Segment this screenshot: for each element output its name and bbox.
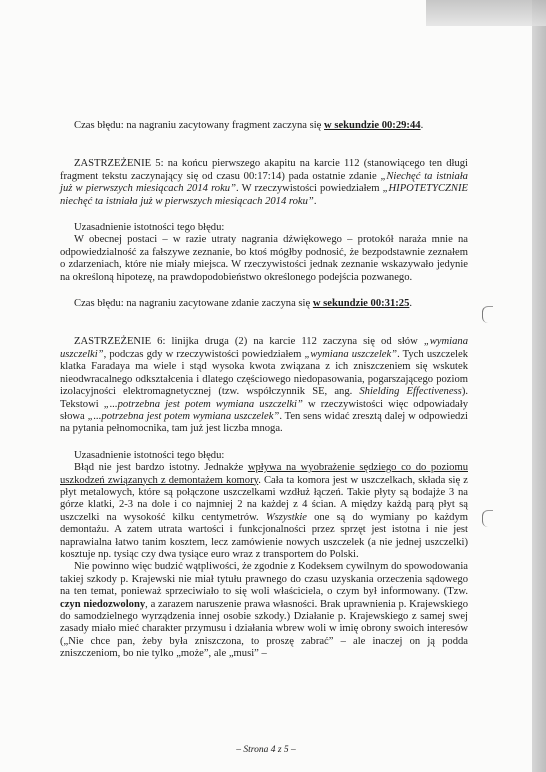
punctuation: . — [420, 120, 424, 131]
reservation-6-paragraph — [60, 336, 468, 435]
emphasis: Wszystkie — [265, 511, 308, 523]
quote: „...potrzebna jest potem wymiana uszczelek” — [87, 410, 280, 422]
punctuation: . — [409, 298, 413, 310]
error-time-text: Czas błędu: na nagraniu zacytowane zdanie zaczyna się — [74, 298, 313, 310]
error-time-text: Czas błędu: na nagraniu zacytowany fragment zaczyna się — [74, 120, 325, 131]
text-run: , podczas gdy w rzeczywistości powiedziałem — [103, 348, 305, 360]
timestamp-2: w sekundzie 00:31:25 — [312, 298, 410, 310]
scan-edge-shadow — [532, 0, 546, 772]
quote: „wymiana uszczelki” — [60, 336, 468, 360]
error-time-paragraph-1 — [60, 120, 468, 132]
text-run: one są do wymiany po każdym demontażu. A zatem utrata wartości i funkcjonalności przez sprzęt jest istotna i nie jest naprawialna łatwo tanim kosztem, lecz zamówienie nowych uszczelek (a nie jednej uszczelki) kosztuje np. tysiąc czy dwa tysiące euro wraz z transportem do Polski. — [60, 511, 468, 560]
quote: „...potrzebna jest potem wymiana uszczelki” — [103, 398, 303, 410]
text-run: ). Tekstowi — [60, 386, 468, 410]
text-run: . Tych uszczelek klatka Faradaya ma wiele i stąd wysoka kwota związana z ich zniszczeniem się wskutek nieodwracalnego odkształcenia i dlatego częściowego niedopasowania, pogarszającego poziom izolacyjności elektromagnetycznej (tzw. współczynnik SE, ang. — [60, 348, 468, 398]
reservation-5-paragraph — [60, 158, 468, 208]
text-run: . W rzeczywistości powiedziałem — [236, 183, 383, 195]
reservation-6-label: ZASTRZEŻENIE 6: — [74, 336, 166, 348]
text-run: . Cała ta komora jest w uszczelkach, składa się z płyt metalowych, które są połączone uszczelkami wzdłuż łączeń. Takie płyty są bodajże 3 na górze klatki, 2-3 na dole i co najmniej 2 na każdej z 4 ścian. A między każdą parą płyt są uszczelki na wysokość kilku centymetrów. — [60, 474, 468, 523]
underlined-phrase: wpływa na wyobrażenie sędziego co do poziomu uszkodzeń związanych z demontażem komory — [60, 462, 468, 486]
quote-actual: „HIPOTETYCZNIE niechęć ta istniała już w pierwszych miesiącach 2014 roku” — [60, 183, 468, 207]
error-time-paragraph-2 — [60, 298, 468, 310]
text-run: , a zarazem naruszenie prawa własności. Brak uprawnienia p. Krajewskiego do samodzielnego wyrządzenia innej osobie szkody.) Działanie p. Krajewskiego z samej swej zasady miało mieć charakter przymusu i działania wbrew woli w imię obrony swoich interesów („Nie chce pan, żeby była zniszczona, to proszę zabrać” – ale inaczej on ją podda zniszczeniom, bo nie tylko „może”, ale „musi” – — [60, 598, 469, 660]
margin-bracket-mark — [482, 510, 493, 527]
page-footer: – Strona 4 z 5 – — [236, 745, 296, 755]
text-run: Błąd nie jest bardzo istotny. Jednakże — [74, 462, 248, 474]
text-run: . Ten sens widać zresztą dalej w odpowiedzi na pytania pełnomocnika, tam już jest liczba mnoga. — [60, 410, 468, 435]
bold-phrase: czyn niedozwolony — [60, 598, 146, 610]
punctuation: . — [313, 195, 317, 207]
quote: Shielding Effectiveness — [359, 386, 462, 398]
text-run: na końcu pierwszego akapitu na karcie 112 (stanowiącego ten długi fragment tekstu zaczynający się od czasu 00:17:14) pada ostatnie zdanie — [60, 158, 468, 182]
document-body — [60, 120, 468, 661]
reservation-5-label: ZASTRZEŻENIE 5: — [74, 158, 164, 170]
justification-heading-1: Uzasadnienie istotności tego błędu: — [74, 222, 225, 234]
quote-protocol: „Niechęć ta istniała już w pierwszych miesiącach 2014 roku” — [60, 170, 468, 195]
text-run: Nie powinno więc budzić wątpliwości, że zgodnie z Kodeksem cywilnym do spowodowania takiej szkody p. Krajewski nie miał tytułu prawnego do czasu uzyskania orzeczenia sądowego na ten temat, ponieważ sprzeciwiało to się woli właściciela, o czym był informowany. (Tzw. — [60, 561, 468, 598]
text-run: w rzeczywistości więc odpowiadały słowa — [60, 398, 468, 422]
justification-body-1: W obecnej postaci – w razie utraty nagrania dźwiękowego – protokół naraża mnie na odpowiedzialność za fałszywe zeznanie, bo ktoś mógłby podnosić, że bezpodstawnie zeznałem o zdarzeniach, które nie miały miejsca. W rzeczywistości jednak zeznanie wskazywało jedynie na określoną hipotezę, na prawdopodobieństwo określonego podejścia pozwanego. — [60, 234, 468, 283]
margin-bracket-mark — [482, 306, 493, 323]
civil-code-paragraph — [60, 561, 468, 660]
quote: „wymiana uszczelek” — [304, 348, 398, 360]
scan-corner-shadow — [426, 0, 546, 26]
justification-body-2 — [60, 462, 468, 561]
text-run: linijka druga (2) na karcie 112 zaczyna się od słów — [165, 336, 424, 348]
justification-heading-2: Uzasadnienie istotności tego błędu: — [74, 449, 225, 461]
timestamp-1: w sekundzie 00:29:44 — [324, 120, 421, 131]
